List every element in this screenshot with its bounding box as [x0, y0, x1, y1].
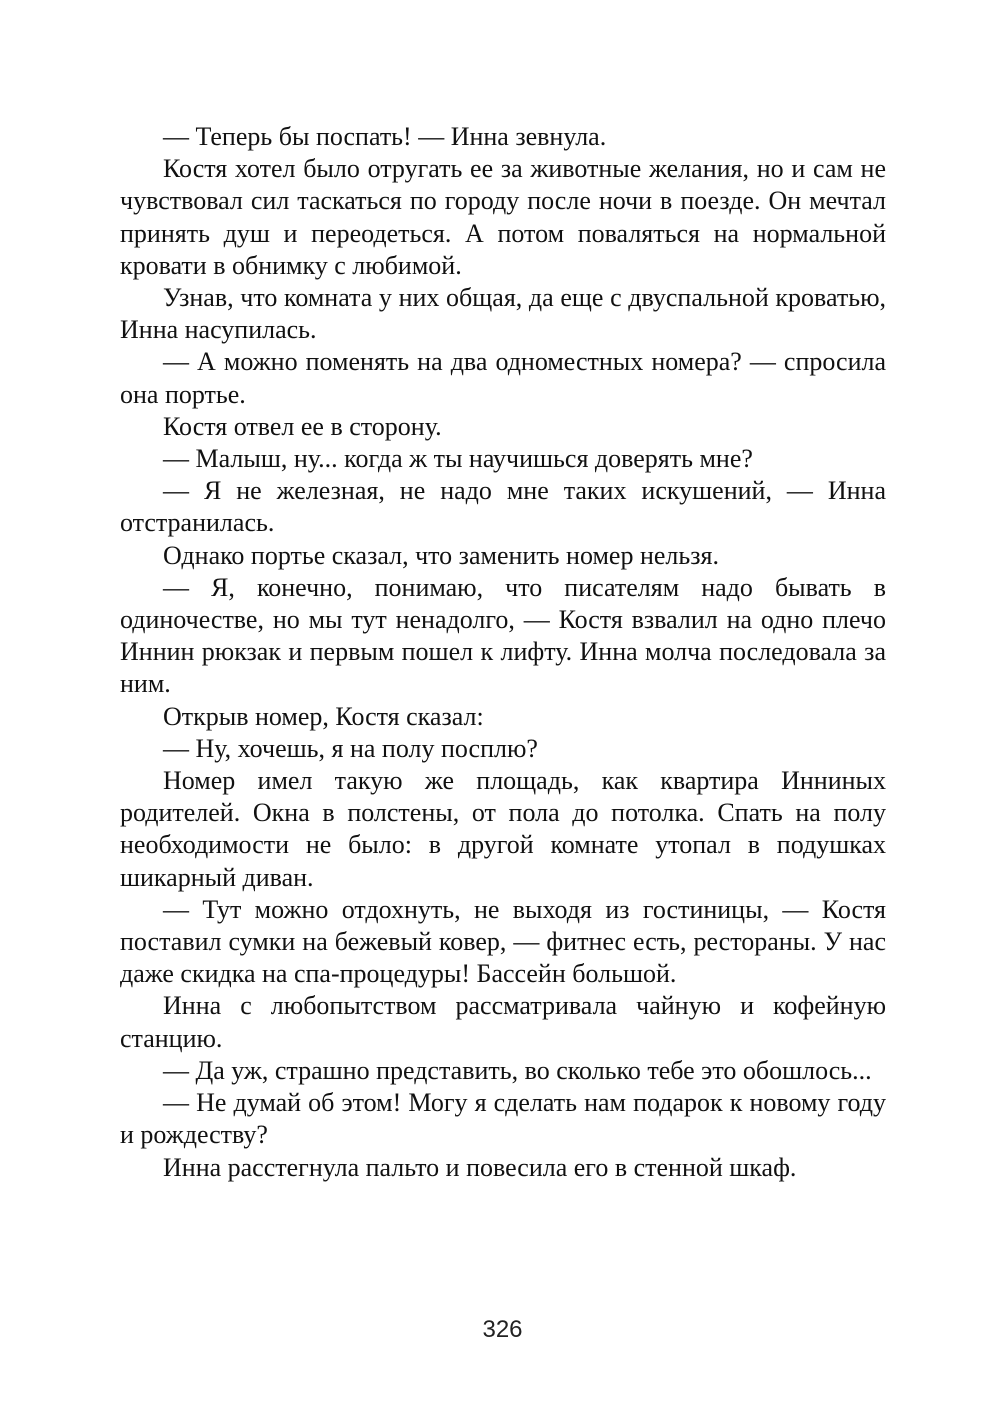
page-number: 326	[482, 1316, 523, 1343]
paragraph: Открыв номер, Костя сказал:	[163, 701, 484, 731]
paragraph: Костя хотел было отругать ее за животные желания, но и сам не чувствовал сил таскаться по городу после ночи в поезде. Он мечтал принять душ и переодеться. А потом поваляться на нормальной кровати в обнимку с любимой.	[120, 154, 886, 280]
paragraph: Инна расстегнула пальто и повесила его в стенной шкаф.	[163, 1152, 797, 1182]
paragraph: — Я, конечно, понимаю, что писателям надо бывать в одиночестве, но мы тут ненадолго, — Костя взвалил на одно плечо Иннин рюкзак и первым пошел к лифту. Инна молча последовала за ним.	[120, 572, 886, 699]
paragraph: Номер имел такую же площадь, как квартира Инниных родителей. Окна в полстены, от пола до потолка. Спать на полу необходимости не было: в другой комнате утопал в подушках шикарный диван.	[120, 766, 886, 892]
paragraph: — Малыш, ну... когда ж ты научишься доверять мне?	[163, 444, 753, 474]
paragraph: — Я не железная, не надо мне таких искушений, — Инна отстранилась.	[120, 476, 886, 538]
paragraph: Однако портье сказал, что заменить номер нельзя.	[163, 540, 719, 570]
paragraph: — Теперь бы поспать! — Инна зевнула.	[163, 122, 607, 151]
paragraph: — А можно поменять на два одноместных номера? — спросила она портье.	[120, 347, 886, 409]
paragraph: — Ну, хочешь, я на полу посплю?	[163, 733, 538, 763]
paragraph: Узнав, что комната у них общая, да еще с двуспальной кроватью, Инна насупилась.	[120, 283, 886, 345]
paragraph: — Да уж, страшно представить, во сколько тебе это обошлось...	[163, 1055, 872, 1085]
paragraph: — Тут можно отдохнуть, не выходя из гостиницы, — Костя поставил сумки на бежевый ковер, — фитнес есть, рестораны. У нас даже скидка на спа-процедуры! Бассейн большой.	[120, 894, 886, 989]
paragraph: — Не думай об этом! Могу я сделать нам подарок к новому году и рождеству?	[120, 1088, 886, 1150]
paragraph: Инна с любопытством рассматривала чайную и кофейную станцию.	[120, 991, 886, 1053]
page-text	[120, 121, 886, 1184]
paragraph: Костя отвел ее в сторону.	[163, 411, 442, 441]
